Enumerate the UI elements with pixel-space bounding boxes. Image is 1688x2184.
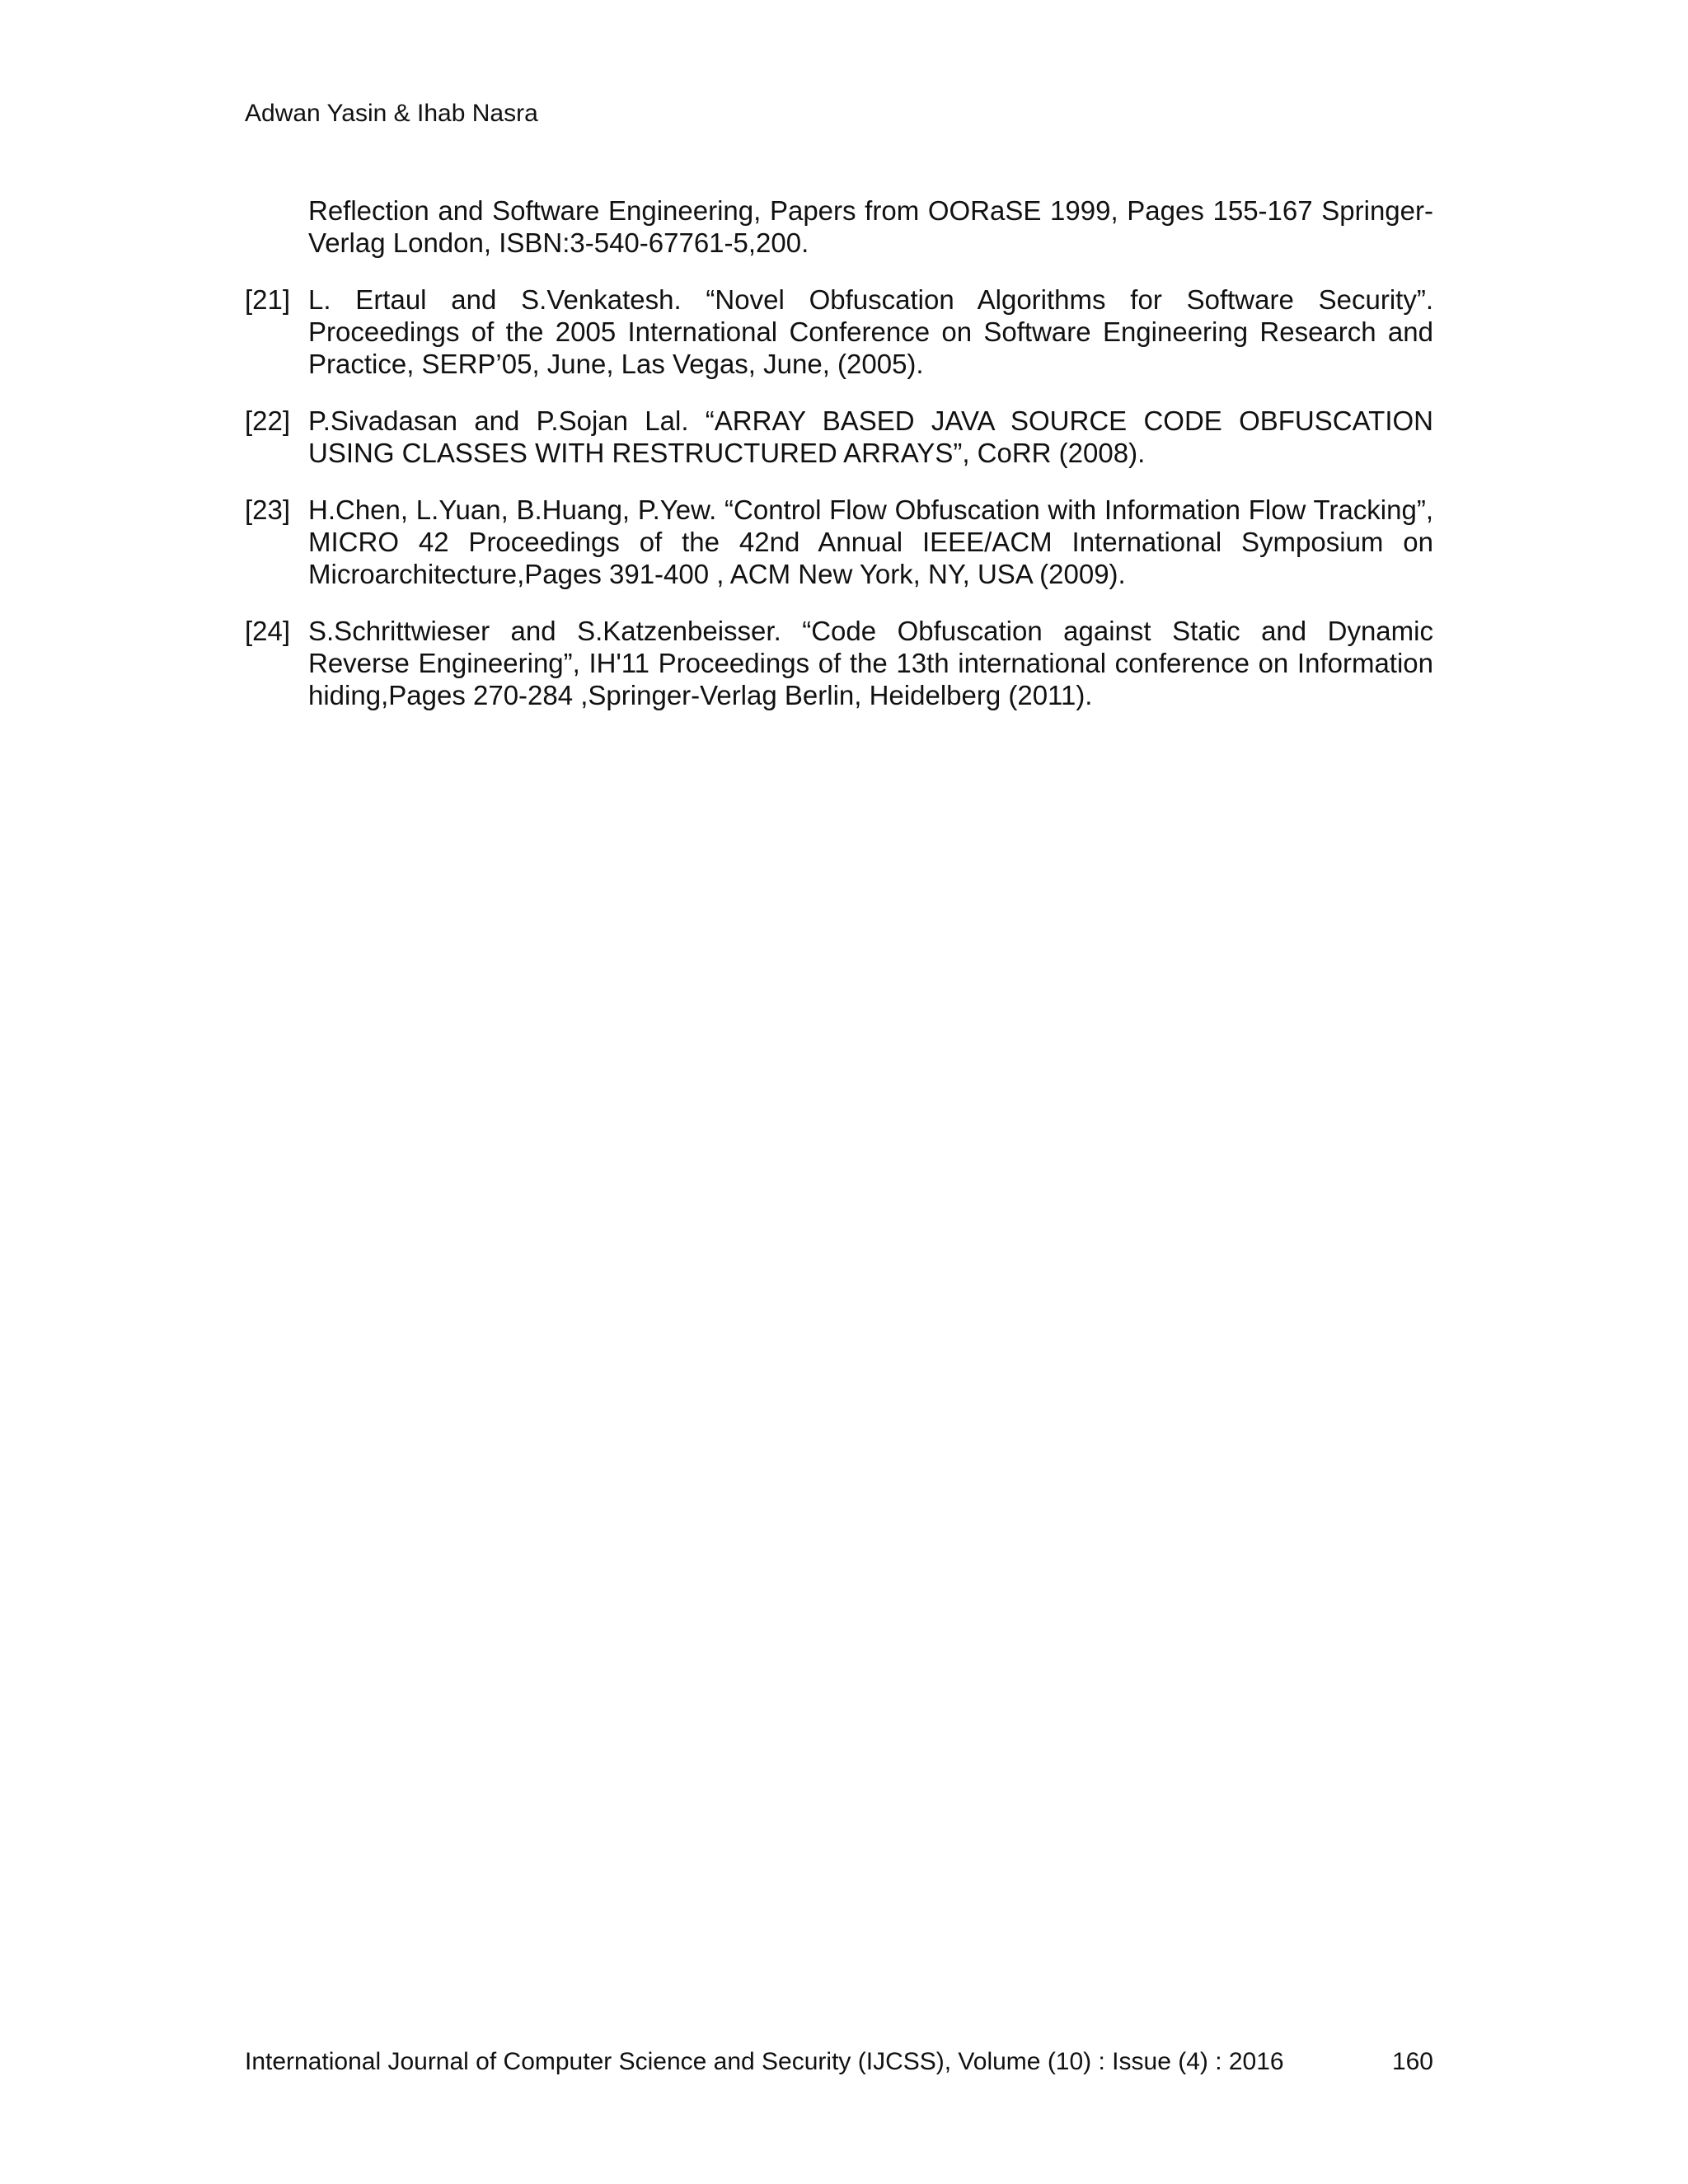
reference-number: [21] <box>245 284 291 315</box>
reference-list <box>245 194 1433 736</box>
reference-number: [24] <box>245 616 291 646</box>
running-head-authors: Adwan Yasin & Ihab Nasra <box>245 100 538 127</box>
reference-number: [23] <box>245 494 291 525</box>
reference-text: Reflection and Software Engineering, Papers from OORaSE 1999, Pages 155-167 Springer-Verlag London, ISBN:3-540-67761-5,200. <box>308 195 1433 258</box>
reference-text: P.Sivadasan and P.Sojan Lal. “ARRAY BASED JAVA SOURCE CODE OBFUSCATION USING CLASSES WITH RESTRUCTURED ARRAYS”, CoRR (2008). <box>308 405 1433 468</box>
reference-text: L. Ertaul and S.Venkatesh. “Novel Obfuscation Algorithms for Software Security”. Proceedings of the 2005 International Conference on Software Engineering Research and Practice, SERP’05, June, Las Vegas, June, (2005). <box>308 284 1433 379</box>
reference-24 <box>245 615 1433 711</box>
reference-text: H.Chen, L.Yuan, B.Huang, P.Yew. “Control Flow Obfuscation with Information Flow Tracking”, MICRO 42 Proceedings of the 42nd Annual IEEE/ACM International Symposium on Microarchitecture,Pages 391-400 , ACM New York, NY, USA (2009). <box>308 494 1433 589</box>
reference-21 <box>245 284 1433 380</box>
reference-text: S.Schrittwieser and S.Katzenbeisser. “Code Obfuscation against Static and Dynamic Reverse Engineering”, IH'11 Proceedings of the 13th international conference on Information hiding,Pages 270-284 ,Springer-Verlag Berlin, Heidelberg (2011). <box>308 616 1433 710</box>
reference-number: [22] <box>245 405 291 436</box>
footer-journal-citation: International Journal of Computer Science and Security (IJCSS), Volume (10) : Issue (4) : 2016 <box>245 2048 1284 2075</box>
reference-continuation <box>245 194 1433 259</box>
page-number: 160 <box>1391 2048 1433 2075</box>
reference-23 <box>245 494 1433 590</box>
reference-22 <box>245 405 1433 469</box>
